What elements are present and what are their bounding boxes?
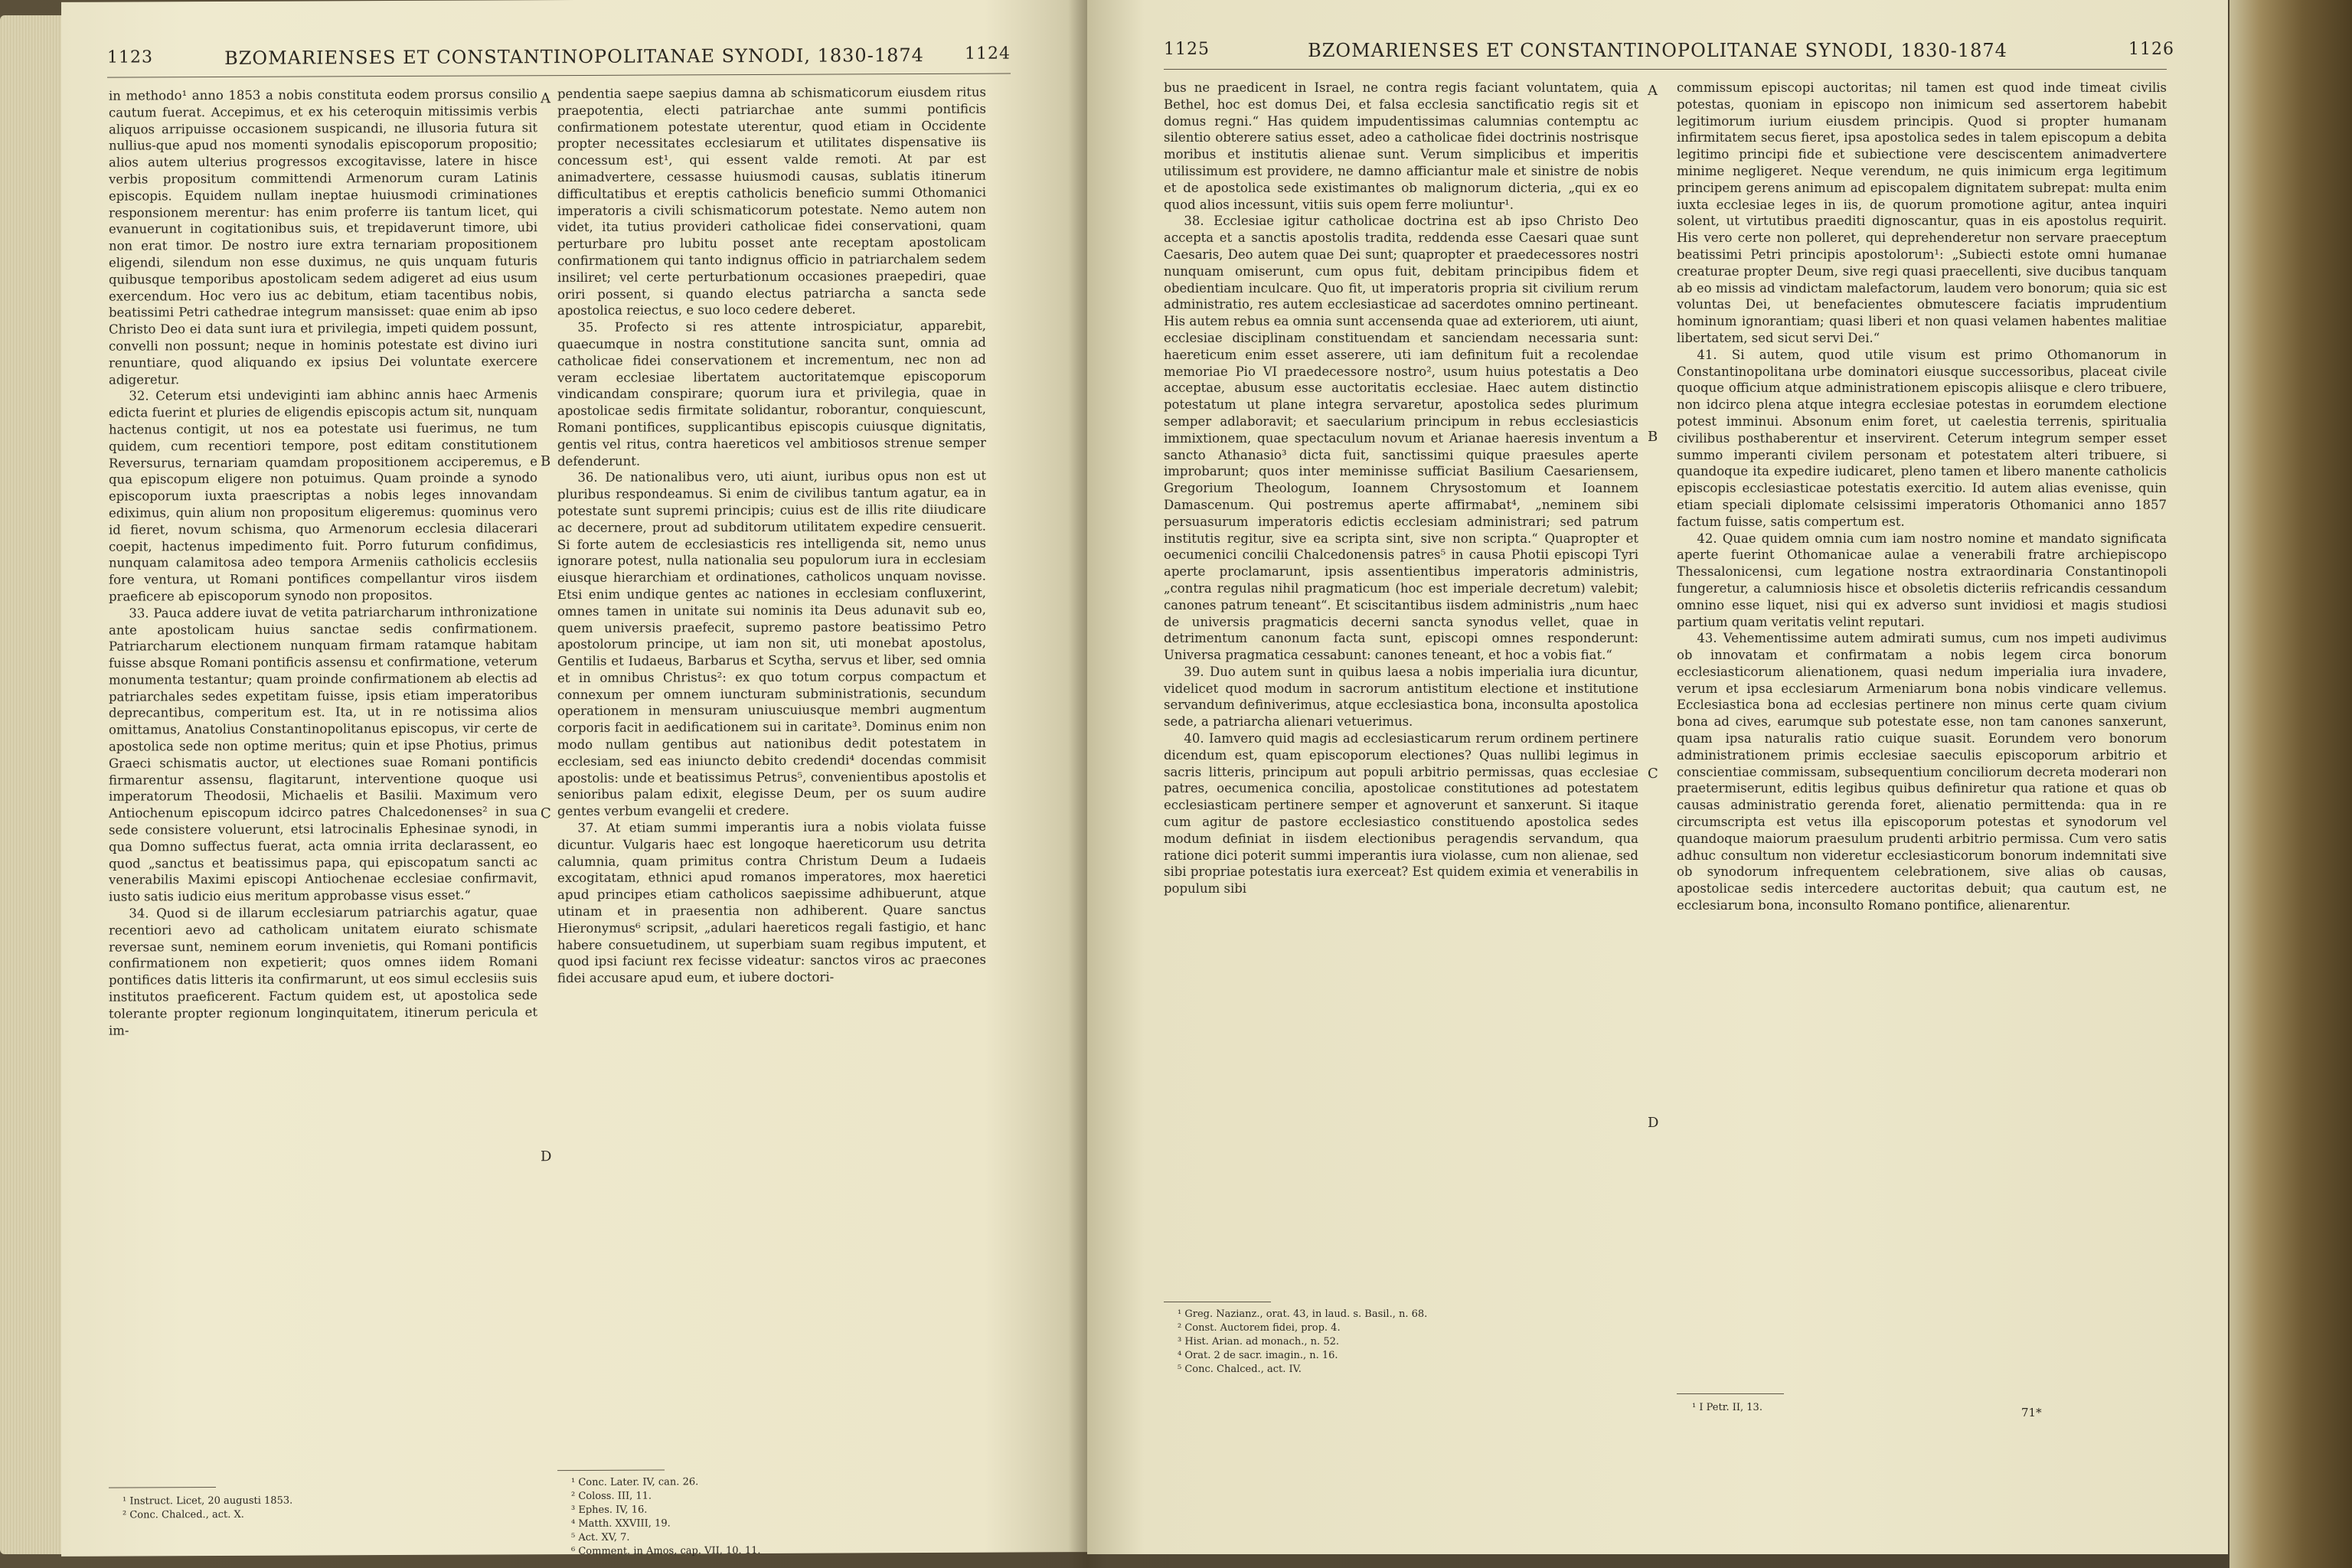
footnote: ⁶ Comment. in Amos, cap. VII, 10. 11. — [571, 1544, 761, 1558]
paragraph: 43. Vehementissime autem admirati sumus, cum nos impeti audivimus ob innovatam et confirmatam a nobis legem circa bonorum ecclesiasticorum alienationem, quasi nedum imperialia iura invadere, verum et ipsa ecclesiarum Armeniarum bona nobis vindicare vellemus. Ecclesiastica bona ad ecclesias pertinere non minus certe quam civium bona ad cives, earumque sub potestate esse, non tam canones sanxerunt, quam ipsa naturalis ratio cuique suasit. Eorundem vero bonorum administrationem primis ecclesiae saeculis episcoporum arbitrio et conscientiae commissam, subsequentium conciliorum decreta moderari non praetermiserunt, editis legibus quibus definiretur qua ratione et quas ob causas administratio gerenda foret, alienatio permittenda: qua in re circumscripta est vetus illa episcoporum potestas et synodorum vel quandoque maiorum praesulum prudenti arbitrio permissa. Cum vero satis adhuc consultum non videretur ecclesiasticorum bonorum indemnitati sive ob synodorum infrequentem celebrationem, sive alias ob causas, apostolicae sedis intercedere auctoritas debuit; qua cautum est, ne ecclesiarum bona, inconsulto Romano pontifice, alienarentur. — [1677, 631, 2167, 913]
footnotes-column-2 — [571, 1475, 969, 1559]
paragraph: pendentia saepe saepius damna ab schismaticorum eiusdem ritus praepotentia, electi patriarchae ante summi pontificis confirmationem potestate uterentur, quod etiam in Occidente propter necessitates ecclesiarum et utilitates dispensative iis concessum est¹, qui essent valde remoti. At par est animadvertere, cessasse huiusmodi causas, sublatis itinerum difficultatibus et ereptis catholicis beneficio summi Othomanici imperatoris a civili schismaticorum potestate. Nemo autem non videt, ita tutius provideri catholicae fidei conservationi, quam perturbare pro lubitu posset ante receptam apostolicam confirmationem qui tanto indignus officio in patriarchalem sedem insiliret; vel certe perturbationum occasiones praepediri, quae oriri possent, si quando electus patriarcha a sancta sede apostolica reiectus, e suo loco cedere deberet. — [557, 84, 986, 318]
paragraph: in methodo¹ anno 1853 a nobis constituta eodem prorsus consilio cautum fuerat. Accepimus, et ex his ceteroquin mitissimis verbis aliquos arripuisse occasionem suspicandi, ne illusoria futura sit nullius-que apud nos momenti synodalis episcoporum propositio; alios autem ulterius progressos excogitavisse, latere in hisce verbis propositum committendi Armenorum curam Latinis episcopis. Equidem nullam ineptae huiusmodi criminationes responsionem merentur: has enim proferre iis tantum licet, qui evanuerunt in cogitationibus suis, et trepidaverunt timore, ubi non erat timor. De nostro iure extra ternariam propositionem eligendi, silendum non esse duximus, ne quis unquam futuris quibusque temporibus apostolicam sedem adigeret ad eius usum exercendum. Hoc vero ius ac debitum, etiam tacentibus nobis, beatissimi Petri cathedrae integrum mansisset: quae enim ab ipso Christo Deo ei data sunt iura et privilegia, impeti quidem possunt, convelli non possunt; neque in hominis potestate est divino iuri renuntiare, quod aliquando ex ipsius Dei voluntate exercere adigeretur. — [109, 87, 537, 387]
footnote: ³ Ephes. IV, 16. — [571, 1504, 648, 1517]
signature-mark: 71* — [2021, 1406, 2042, 1419]
paragraph: 42. Quae quidem omnia cum iam nostro nomine et mandato significata aperte fuerint Othomanicae aulae a venerabili fratre archiepiscopo Thessalonicensi, cum legatione nostra extraordinaria Constantinopoli fungeretur, a calumniosis hisce et obsoletis dicteriis refricandis cessandum omnino esse liquet, nisi qui ex adverso sunt invidiosi et magis studiosi partium quam veritatis velint reputari. — [1677, 531, 2167, 629]
paragraph: 37. At etiam summi imperantis iura a nobis violata fuisse dicuntur. Vulgaris haec est longoque haereticorum usu detrita calumnia, quam primitus contra Christum Deum a Iudaeis excogitatam, ethnici apud romanos imperatores, mox haeretici apud principes etiam catholicos saepissime adhibuerunt, atque utinam et in praesentia non adhiberent. Quare sanctus Hieronymus⁶ scripsit, „adulari haereticos regali fastigio, et hanc habere consuetudinem, ut superbiam suam regibus imputent, et quod ipsi faciunt rex fecisse videatur: sanctos viros ac praecones fidei accusare apud eum, et iubere doctori- — [557, 818, 986, 986]
footnote-rule — [1677, 1393, 1784, 1394]
footnote: ⁵ Conc. Chalced., act. IV. — [1178, 1364, 1302, 1375]
margin-letter: C — [1648, 766, 1658, 782]
right-page — [1087, 0, 2228, 1554]
footnote-rule — [557, 1469, 665, 1471]
footnote: ¹ Instruct. Licet, 20 augusti 1853. — [122, 1494, 293, 1508]
right-page-header — [1087, 40, 2228, 70]
footnote: ¹ Conc. Later. IV, can. 26. — [571, 1476, 699, 1489]
text-column-2 — [1677, 80, 2167, 914]
paragraph: 35. Profecto si res attente introspiciatur, apparebit, quaecumque in nostra constitutione sancita sunt, omnia ad catholicae fidei conservationem et incrementum, nec non ad veram ecclesiae libertatem auctoritatemque episcoporum vindicandam conspirare; quorum iura et privilegia, quae in apostolicae sedis firmitate solidantur, roborantur, conquiescunt, Romani pontifices, supplicantibus episcopis cuiusque dignitatis, gentis vel ritus, contra haereticos vel ambitiosos strenue semper defenderunt. — [557, 318, 986, 469]
margin-letter: B — [541, 453, 551, 470]
margin-letter: D — [1648, 1115, 1659, 1131]
footnote: ⁴ Orat. 2 de sacr. imagin., n. 16. — [1178, 1350, 1338, 1361]
margin-letter: A — [541, 90, 550, 107]
footnotes-column-2 — [1692, 1401, 2151, 1415]
paragraph: 38. Ecclesiae igitur catholicae doctrina est ab ipso Christo Deo accepta et a sanctis apostolis tradita, reddenda esse Caesari quae sunt Caesaris, Deo autem quae Dei sunt; quapropter et praedecessores nostri nunquam omiserunt, cum opus fuit, debitam principibus fidem et obedientiam inculcare. Quo fit, ut imperatoris propria sit civilium rerum administratio, res autem ecclesiasticae ad sacerdotes omnino pertineant. His autem rebus ea omnia sunt accensenda quae ad exteriorem, uti aiunt, ecclesiae disciplinam constituendam et sanciendam necessaria sunt: haereticum enim esset asserere, uti iam definitum fuit a recolendae memoriae Pio VI praedecessore nostro², usum huius potestatis a Deo acceptae, abusum esse auctoritatis ecclesiae. Haec autem distinctio potestatum ut plane integra servaretur, apostolica sedes plurimum semper adlaboravit; et saecularium principum in rebus ecclesiasticis immixtionem, quae spectaculum novum et Arianae haeresis inventum a sancto Athanasio³ dicta fuit, sanctissimi quique praesules aperte improbarunt; quos inter meminisse sufficiat Basilium Caesariensem, Gregorium Theologum, Ioannem Chrysostomum et Ioannem Damascenum. Qui postremus aperte affirmabat⁴, „neminem sibi persuasurum imperatoris edictis ecclesiam administrari; sed patrum institutis regitur, sive ea scripta sint, sive non scripta.“ Quapropter et oecumenici concilii Chalcedonensis patres⁵ in causa Photii episcopi Tyri aperte proclamarunt, ipsis assentientibus imperatoris administris, „contra regulas nihil pragmaticum (hoc est imperiale decretum) valebit; canones patrum teneant“. Et sciscitantibus iisdem administris „num haec de universis pragmaticis decerni sancta synodus vellet, quae in detrimentum canonum facta sunt, episcopi omnes responderunt: Universa pragmatica cessabunt: canones teneant, et hoc a vobis fiat.“ — [1164, 214, 1638, 663]
text-column-1 — [109, 86, 537, 1039]
margin-letter: C — [541, 805, 551, 822]
paragraph: 39. Duo autem sunt in quibus laesa a nobis imperialia iura dicuntur, videlicet quod modum in sacrorum antistitum electione et institutione servandum definiverimus, atque ecclesiastica bona, inconsulta apostolica sede, a patriarcha alienari vetuerimus. — [1164, 664, 1638, 730]
page-number: 1125 — [1164, 40, 1210, 59]
paragraph: 41. Si autem, quod utile visum est primo Othomanorum in Constantinopolitana urbe dominatori eiusque successoribus, placeat civile quoque officium atque administrationem episcopis aliisque e clero tribuere, non idcirco plena atque integra ecclesiae potestas in eorumdem electione potest imminui. Absonum enim foret, ut caelestia terrenis, spiritualia civilibus posthaberentur et inservirent. Ceterum integrum semper esset summo imperanti civilem personam et potestatem alteri tribuere, si quandoque ita expedire iudicaret, pleno tamen et libero manente catholicis episcopis ecclesiasticae potestatis exercitio. Id autem alias evenisse, quin etiam speciali diplomate celsissimi imperatoris Othomanici anno 1857 factum fuisse, satis compertum est. — [1677, 347, 2167, 529]
footnote-rule — [109, 1487, 216, 1488]
paragraph: 36. De nationalibus vero, uti aiunt, iuribus opus non est ut pluribus respondeamus. Si enim de civilibus tantum agatur, ea in potestate sunt supremi principis; cuius est de illis rite diiudicare ac decernere, prout ad subditorum utilitatem expedire censuerit. Si forte autem de ecclesiasticis res intelligenda sit, nemo unus ignorare potest, nulla nationalia seu populorum iura in ecclesiam eiusque hierarchiam et ordinationes, catholicos unquam novisse. Etsi enim undique gentes ac nationes in ecclesiam confluxerint, omnes tamen in unitate sui nominis ita Deus adunavit sub eo, quem universis praefecit, supremo pastore beatissimo Petro apostolorum principe, ut iam non sit, uti monebat apostolus, Gentilis et Iudaeus, Barbarus et Scytha, servus et liber, sed omnia et in omnibus Christus²: ex quo totum corpus compactum et connexum per omnem iuncturam subministrationis, secundum operationem in mensuram uniuscuiusque membri augmentum corporis facit in aedificationem sui in caritate³. Dominus enim non modo nullam gentibus aut nationibus dedit potestatem in ecclesiam, sed eas iniuncto debito credendi⁴ docendas commisit apostolis: unde et beatissimus Petrus⁵, convenientibus apostolis et senioribus palam edixit, elegisse Deum, per os suum audire gentes verbum evangelii et credere. — [557, 468, 986, 819]
page-edges-left — [0, 15, 69, 1554]
paragraph: 40. Iamvero quid magis ad ecclesiasticarum rerum ordinem pertinere dicendum est, quam episcoporum electiones? Quas nullibi legimus in sacris litteris, principum aut populi arbitrio permissas, quas ecclesiae patres, oecumenica concilia, apostolicae constitutiones ad potestatem ecclesiasticam pertinere semper et agnoverunt et sanxerunt. Si itaque cum agitur de pastore ecclesiastico constituendo apostolica sedes modum definiat in iisdem electionibus peragendis servandum, qua ratione dici poterit summi imperantis iura violasse, cum non alienae, sed sibi propriae potestatis iura exerceat? Est quidem eximia et venerabilis in populum sibi — [1164, 731, 1638, 897]
margin-letter: B — [1648, 429, 1658, 445]
paragraph: 33. Pauca addere iuvat de vetita patriarcharum inthronizatione ante apostolicam huius sanctae sedis confirmationem. Patriarcharum electionem nunquam firmam ratamque habitam fuisse absque Romani pontificis assensu et confirmatione, veterum monumenta testantur; quam proinde confirmationem ab electis ad patriarchales sedes expetitam fuisse, ipsis etiam imperatoribus deprecantibus, comperitum est. Ita, ut in re notissima alios omittamus, Anatolius Constantinopolitanus episcopus, vir certe de apostolica sede non optime meritus; quin et ipse Photius, primus Graeci schismatis auctor, ut electiones suae Romani pontificis firmarentur assensu, flagitarunt, interventione quoque usi imperatorum Theodosii, Michaelis et Basilii. Maximum vero Antiochenum episcopum idcirco patres Chalcedonenses² in sua sede consistere voluerunt, etsi latrocinalis Ephesinae synodi, in qua Domno suffectus fuerat, acta omnia irrita declarassent, eo quod „sanctus et beatissimus papa, qui episcopatum sancti ac venerabilis Maximi episcopi Antiochenae ecclesiae confirmavit, iusto satis iudicio eius meritum approbasse visus esset.“ — [109, 603, 537, 904]
margin-letter: D — [541, 1148, 552, 1165]
text-column-1 — [1164, 80, 1638, 897]
footnote: ⁵ Act. XV, 7. — [571, 1531, 630, 1544]
running-title: BZOMARIENSES ET CONSTANTINOPOLITANAE SYNODI, 1830-1874 — [224, 44, 924, 69]
footnote: ² Conc. Chalced., act. X. — [122, 1508, 244, 1521]
margin-letter: A — [1648, 83, 1658, 99]
footnote: ³ Hist. Arian. ad monach., n. 52. — [1178, 1336, 1339, 1348]
left-page — [61, 0, 1087, 1557]
footnote: ² Coloss. III, 11. — [571, 1490, 652, 1503]
paragraph: 32. Ceterum etsi undeviginti iam abhinc annis haec Armenis edicta fuerint et pluries de eligendis episcopis actum sit, nunquam hactenus contigit, ut nos ea potestate usi fuerimus, ne tum quidem, cum recentiori tempore, post editam constitutionem Reversurus, ternariam quamdam propositionem acciperemus, e qua episcopum eligere non potuimus. Quam proinde a synodo episcoporum iuxta praescriptas a nobis leges innovandam ediximus, quin alium non propositum eligeremus: quominus vero id fieret, novum schisma, quo Armenorum ecclesia dilacerari coepit, hactenus impedimento fuit. Porro futurum confidimus, nunquam calamitosa adeo tempora Armeniis catholicis ecclesiis fore ventura, ut Romani pontifices compellantur viros iisdem praeficere ab episcoporum synodo non propositos. — [109, 387, 537, 604]
header-rule — [1164, 69, 2167, 70]
paragraph: 34. Quod si de illarum ecclesiarum patriarchis agatur, quae recentiori aevo ad catholicam unitatem eiurato schismate reversae sunt, neminem eorum invenietis, qui Romani pontificis confirmationem non expetierit; quos omnes iidem Romani pontifices datis litteris ita confirmarunt, ut eos simul ecclesiis suis institutos praeficerent. Factum quidem est, ut apostolica sede tolerante propter regionum longinquitatem, itinerum pericula et im- — [109, 904, 537, 1038]
book-cover-right — [2230, 0, 2352, 1568]
footnote: ² Const. Auctorem fidei, prop. 4. — [1178, 1322, 1341, 1334]
page-number: 1124 — [965, 44, 1011, 64]
paragraph: commissum episcopi auctoritas; nil tamen est quod inde timeat civilis potestas, quoniam in episcopo non inimicum sed assertorem habebit legitimorum iurium eiusdem principis. Quod si propter humanam infirmitatem secus fieret, ipsa apostolica sedes in talem episcopum a debita legitimo principi fide et subiectione vere desciscentem animadvertere minime negligeret. Neque verendum, ne quis inimicum erga legitimum principem gerens animum ad episcopalem dignitatem subrepat: multa enim iuxta ecclesiae leges in iis, de quorum promotione agitur, antea inquiri solent, ut virtutibus praediti dignoscantur, quas in eis apostolus requirit. His vero certe non polleret, qui deprehenderetur non servare praeceptum beatissimi Petri principis apostolorum¹: „Subiecti estote omni humanae creaturae propter Deum, sive regi quasi praecellenti, sive ducibus tanquam ab eo missis ad vindictam malefactorum, laudem vero bonorum; quia sic est voluntas Dei, ut benefacientes obmutescere faciatis imprudentium hominum ignorantiam; quasi liberi et non quasi velamen habentes malitiae libertatem, sed sicut servi Dei.“ — [1677, 80, 2167, 345]
page-number: 1123 — [107, 47, 153, 67]
footnotes-column-1 — [1178, 1308, 1637, 1377]
running-title: BZOMARIENSES ET CONSTANTINOPOLITANAE SYNODI, 1830-1874 — [1308, 40, 2007, 61]
text-column-2 — [557, 84, 986, 987]
footnotes-column-1 — [122, 1493, 521, 1522]
paragraph: bus ne praedicent in Israel, ne contra regis faciant voluntatem, quia Bethel, hoc est domus Dei, et falsa ecclesia sanctificatio regis sit et domus regni.“ Has quidem impudentissimas calumnias contemptu ac silentio obterere satius esset, adeo a catholicae fidei doctrinis nostrisque moribus et institutis alienae sunt. Verum simplicibus et imperitis utilissimum est providere, ne damno afficiantur male et sinistre de nobis et de apostolica sede existimantes ob malignorum dicteria, „qui ex eo quod alios incessunt, vitiis suis opem ferre moliuntur¹. — [1164, 80, 1638, 212]
footnote: ¹ Greg. Nazianz., orat. 43, in laud. s. Basil., n. 68. — [1178, 1308, 1428, 1320]
page-number: 1126 — [2128, 40, 2174, 59]
footnote: ⁴ Matth. XXVIII, 19. — [571, 1517, 671, 1530]
footnote: ¹ I Petr. II, 13. — [1692, 1402, 1762, 1413]
